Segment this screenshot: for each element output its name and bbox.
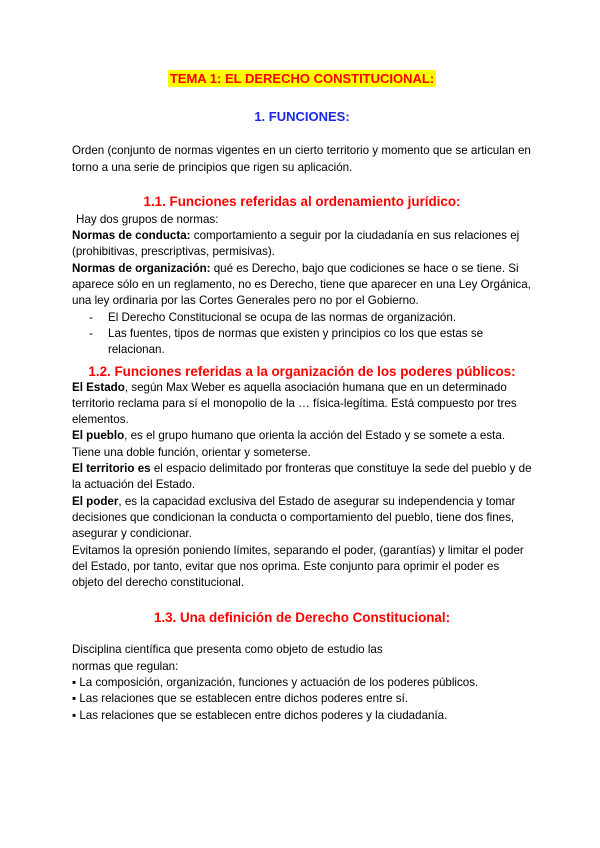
territorio-term: El territorio es — [72, 462, 151, 476]
estado-paragraph — [72, 380, 532, 429]
normas-conducta-term: Normas de conducta: — [72, 229, 191, 243]
subsection-heading-ordenamiento: 1.1. Funciones referidas al ordenamiento jurídico: — [143, 193, 461, 209]
dash-bullet-icon: - — [89, 326, 93, 340]
poder-term: El poder — [72, 494, 119, 508]
square-bullet-list — [72, 675, 532, 724]
dash-bullet-icon: - — [89, 310, 93, 324]
territorio-text: el espacio delimitado por fronteras que constituye la sede del pueblo y de la actuación del Estado. — [72, 462, 532, 492]
normas-organizacion-text: qué es Derecho, bajo que codiciones se hace o se tiene. Si aparece sólo en un reglamento, no es Derecho, tiene que aparecer en una Ley Orgánica, una ley ordinaria por las Cortes Generales pero no por el Gobierno. — [72, 261, 531, 308]
page-content — [72, 70, 532, 724]
list-item — [72, 310, 532, 326]
opresion-paragraph: Evitamos la opresión poniendo límites, separando el poder, (garantías) y limitar el poder del Estado, por tanto, evitar que nos oprima. Este conjunto para oprimir el poder es objeto del derecho constitucional. — [72, 543, 524, 590]
normas-groups-intro: Hay dos grupos de normas: — [76, 212, 219, 226]
document-title: TEMA 1: EL DERECHO CONSTITUCIONAL: — [169, 71, 435, 86]
section-intro-paragraph: Orden (conjunto de normas vigentes en un cierto territorio y momento que se articulan en torno a una serie de principios que rigen su aplicación. — [72, 144, 531, 174]
normas-organizacion-term: Normas de organización: — [72, 261, 211, 275]
poder-paragraph — [72, 494, 532, 543]
list-item-text: Las fuentes, tipos de normas que existen y principios co los que estas se relacionan. — [108, 326, 484, 357]
normas-conducta-text: comportamiento a seguir por la ciudadanía en sus relaciones ej (prohibitivas, prescriptivas, permisivas). — [72, 229, 520, 259]
list-item — [72, 326, 532, 359]
title-wrapper — [72, 70, 532, 88]
normas-conducta-paragraph — [72, 228, 532, 261]
estado-text: , según Max Weber es aquella asociación humana que en un determinado territorio reclama para sí el monopolio de la … física-legítima. Está compuesto por tres elementos. — [72, 380, 517, 427]
normas-organizacion-paragraph — [72, 261, 532, 310]
definicion-intro-line-2: normas que regulan: — [72, 659, 179, 673]
territorio-paragraph — [72, 461, 532, 494]
pueblo-paragraph — [72, 428, 532, 461]
definicion-intro-line-1: Disciplina científica que presenta como objeto de estudio las — [72, 643, 383, 657]
list-item-text: El Derecho Constitucional se ocupa de las normas de organización. — [108, 310, 457, 324]
dash-list — [72, 310, 532, 359]
subsection-heading-poderes-publicos: 1.2. Funciones referidas a la organización de los poderes públicos: — [88, 363, 516, 379]
section-heading-funciones: 1. FUNCIONES: — [254, 109, 350, 125]
estado-term: El Estado — [72, 380, 125, 394]
list-item: ▪ La composición, organización, funciones y actuación de los poderes públicos. — [72, 676, 479, 690]
list-item: ▪ Las relaciones que se establecen entre dichos poderes y la ciudadanía. — [72, 708, 448, 722]
subsection-heading-definicion: 1.3. Una definición de Derecho Constitucional: — [153, 610, 451, 626]
pueblo-term: El pueblo — [72, 429, 125, 443]
list-item: ▪ Las relaciones que se establecen entre dichos poderes entre sí. — [72, 692, 409, 706]
pueblo-text: , es el grupo humano que orienta la acción del Estado y se somete a esta. Tiene una doble función, orientar y someterse. — [72, 429, 506, 459]
poder-text: , es la capacidad exclusiva del Estado de asegurar su independencia y tomar decisiones que condicionan la conducta o comportamiento del pueblo, tiene dos fines, asegurar y condicionar. — [72, 494, 516, 541]
